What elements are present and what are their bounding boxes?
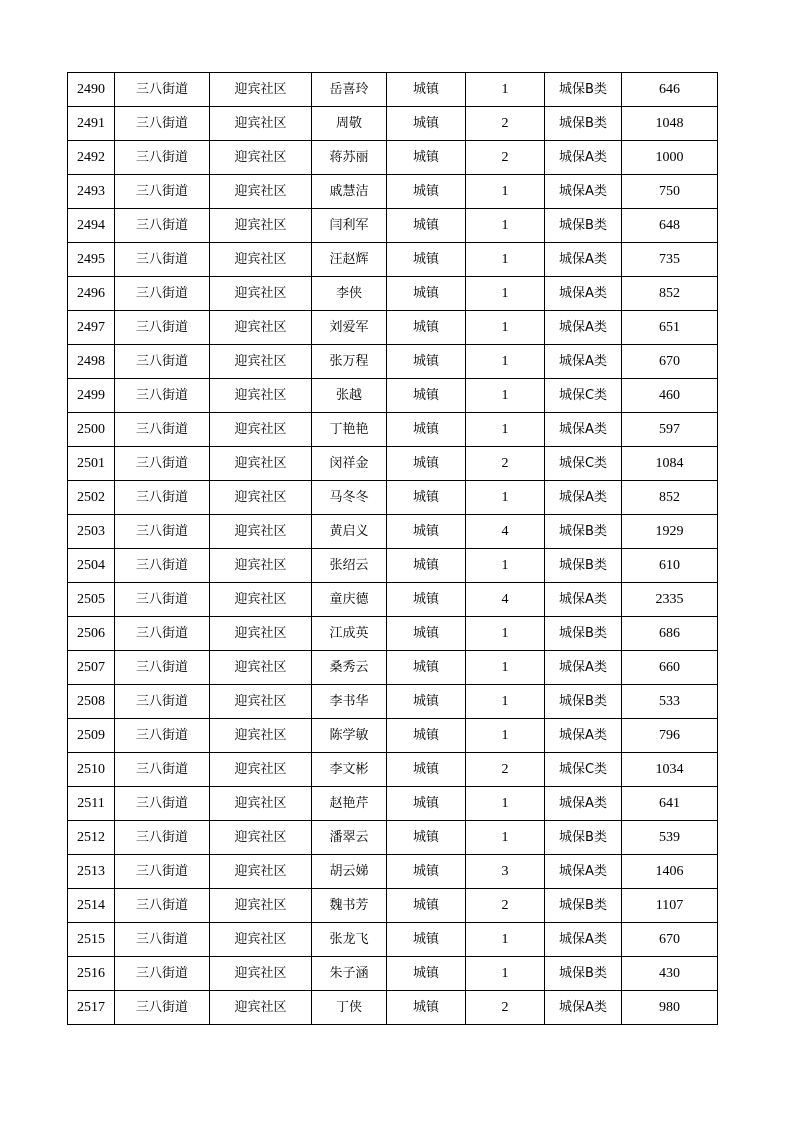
persons-cell: 2 — [466, 889, 545, 923]
name-cell: 江成英 — [312, 617, 387, 651]
category-cell: 城保B类 — [545, 515, 622, 549]
table-row — [68, 957, 718, 991]
category-cell: 城保A类 — [545, 345, 622, 379]
community-cell: 迎宾社区 — [210, 957, 312, 991]
community-cell: 迎宾社区 — [210, 787, 312, 821]
persons-cell: 1 — [466, 345, 545, 379]
street-cell: 三八街道 — [115, 277, 210, 311]
household-type-cell: 城镇 — [387, 311, 466, 345]
record-id-cell: 2516 — [68, 957, 115, 991]
amount-cell: 852 — [622, 277, 718, 311]
persons-cell: 1 — [466, 719, 545, 753]
community-cell: 迎宾社区 — [210, 447, 312, 481]
household-type-cell: 城镇 — [387, 73, 466, 107]
community-cell: 迎宾社区 — [210, 141, 312, 175]
name-cell: 朱子涵 — [312, 957, 387, 991]
persons-cell: 1 — [466, 481, 545, 515]
household-type-cell: 城镇 — [387, 719, 466, 753]
household-type-cell: 城镇 — [387, 107, 466, 141]
amount-cell: 750 — [622, 175, 718, 209]
name-cell: 马冬冬 — [312, 481, 387, 515]
amount-cell: 1000 — [622, 141, 718, 175]
record-id-cell: 2512 — [68, 821, 115, 855]
amount-cell: 533 — [622, 685, 718, 719]
street-cell: 三八街道 — [115, 481, 210, 515]
table-row — [68, 413, 718, 447]
persons-cell: 1 — [466, 957, 545, 991]
name-cell: 丁艳艳 — [312, 413, 387, 447]
name-cell: 蒋苏丽 — [312, 141, 387, 175]
amount-cell: 670 — [622, 923, 718, 957]
category-cell: 城保B类 — [545, 209, 622, 243]
community-cell: 迎宾社区 — [210, 991, 312, 1025]
table-row — [68, 549, 718, 583]
amount-cell: 1406 — [622, 855, 718, 889]
community-cell: 迎宾社区 — [210, 379, 312, 413]
table-row — [68, 753, 718, 787]
category-cell: 城保A类 — [545, 413, 622, 447]
street-cell: 三八街道 — [115, 855, 210, 889]
name-cell: 黄启义 — [312, 515, 387, 549]
record-id-cell: 2507 — [68, 651, 115, 685]
amount-cell: 651 — [622, 311, 718, 345]
persons-cell: 1 — [466, 73, 545, 107]
street-cell: 三八街道 — [115, 243, 210, 277]
street-cell: 三八街道 — [115, 413, 210, 447]
community-cell: 迎宾社区 — [210, 515, 312, 549]
community-cell: 迎宾社区 — [210, 753, 312, 787]
record-id-cell: 2508 — [68, 685, 115, 719]
record-id-cell: 2494 — [68, 209, 115, 243]
table-row — [68, 787, 718, 821]
household-type-cell: 城镇 — [387, 447, 466, 481]
amount-cell: 460 — [622, 379, 718, 413]
persons-cell: 1 — [466, 685, 545, 719]
table-row — [68, 991, 718, 1025]
table-row — [68, 141, 718, 175]
category-cell: 城保A类 — [545, 583, 622, 617]
record-id-cell: 2493 — [68, 175, 115, 209]
persons-cell: 1 — [466, 175, 545, 209]
street-cell: 三八街道 — [115, 583, 210, 617]
table-row — [68, 617, 718, 651]
household-type-cell: 城镇 — [387, 855, 466, 889]
amount-cell: 852 — [622, 481, 718, 515]
street-cell: 三八街道 — [115, 889, 210, 923]
name-cell: 陈学敏 — [312, 719, 387, 753]
community-cell: 迎宾社区 — [210, 73, 312, 107]
table-row — [68, 481, 718, 515]
category-cell: 城保C类 — [545, 447, 622, 481]
record-id-cell: 2495 — [68, 243, 115, 277]
persons-cell: 2 — [466, 753, 545, 787]
street-cell: 三八街道 — [115, 549, 210, 583]
category-cell: 城保A类 — [545, 311, 622, 345]
community-cell: 迎宾社区 — [210, 413, 312, 447]
table-body — [68, 73, 718, 1025]
persons-cell: 1 — [466, 311, 545, 345]
persons-cell: 3 — [466, 855, 545, 889]
persons-cell: 1 — [466, 243, 545, 277]
persons-cell: 1 — [466, 821, 545, 855]
household-type-cell: 城镇 — [387, 243, 466, 277]
category-cell: 城保A类 — [545, 787, 622, 821]
category-cell: 城保B类 — [545, 617, 622, 651]
name-cell: 胡云娣 — [312, 855, 387, 889]
amount-cell: 1107 — [622, 889, 718, 923]
household-type-cell: 城镇 — [387, 141, 466, 175]
household-type-cell: 城镇 — [387, 345, 466, 379]
table-row — [68, 685, 718, 719]
household-type-cell: 城镇 — [387, 481, 466, 515]
household-type-cell: 城镇 — [387, 515, 466, 549]
category-cell: 城保B类 — [545, 821, 622, 855]
persons-cell: 1 — [466, 549, 545, 583]
street-cell: 三八街道 — [115, 787, 210, 821]
amount-cell: 796 — [622, 719, 718, 753]
persons-cell: 1 — [466, 923, 545, 957]
record-id-cell: 2504 — [68, 549, 115, 583]
street-cell: 三八街道 — [115, 753, 210, 787]
street-cell: 三八街道 — [115, 991, 210, 1025]
street-cell: 三八街道 — [115, 651, 210, 685]
table-row — [68, 209, 718, 243]
amount-cell: 660 — [622, 651, 718, 685]
category-cell: 城保C类 — [545, 753, 622, 787]
street-cell: 三八街道 — [115, 311, 210, 345]
category-cell: 城保A类 — [545, 719, 622, 753]
persons-cell: 1 — [466, 209, 545, 243]
street-cell: 三八街道 — [115, 617, 210, 651]
street-cell: 三八街道 — [115, 345, 210, 379]
amount-cell: 1048 — [622, 107, 718, 141]
name-cell: 李书华 — [312, 685, 387, 719]
persons-cell: 1 — [466, 617, 545, 651]
name-cell: 闫利军 — [312, 209, 387, 243]
household-type-cell: 城镇 — [387, 379, 466, 413]
household-type-cell: 城镇 — [387, 413, 466, 447]
category-cell: 城保B类 — [545, 549, 622, 583]
record-id-cell: 2498 — [68, 345, 115, 379]
community-cell: 迎宾社区 — [210, 617, 312, 651]
community-cell: 迎宾社区 — [210, 651, 312, 685]
category-cell: 城保A类 — [545, 991, 622, 1025]
community-cell: 迎宾社区 — [210, 923, 312, 957]
community-cell: 迎宾社区 — [210, 243, 312, 277]
street-cell: 三八街道 — [115, 379, 210, 413]
street-cell: 三八街道 — [115, 73, 210, 107]
persons-cell: 1 — [466, 277, 545, 311]
household-type-cell: 城镇 — [387, 685, 466, 719]
record-id-cell: 2501 — [68, 447, 115, 481]
table-row — [68, 107, 718, 141]
name-cell: 张绍云 — [312, 549, 387, 583]
amount-cell: 641 — [622, 787, 718, 821]
amount-cell: 646 — [622, 73, 718, 107]
name-cell: 周敬 — [312, 107, 387, 141]
name-cell: 岳喜玲 — [312, 73, 387, 107]
amount-cell: 610 — [622, 549, 718, 583]
table-row — [68, 583, 718, 617]
category-cell: 城保A类 — [545, 855, 622, 889]
table-row — [68, 447, 718, 481]
street-cell: 三八街道 — [115, 175, 210, 209]
record-id-cell: 2492 — [68, 141, 115, 175]
name-cell: 丁侠 — [312, 991, 387, 1025]
household-type-cell: 城镇 — [387, 277, 466, 311]
street-cell: 三八街道 — [115, 821, 210, 855]
category-cell: 城保A类 — [545, 141, 622, 175]
category-cell: 城保A类 — [545, 923, 622, 957]
record-id-cell: 2502 — [68, 481, 115, 515]
name-cell: 张万程 — [312, 345, 387, 379]
name-cell: 潘翠云 — [312, 821, 387, 855]
table-row — [68, 821, 718, 855]
community-cell: 迎宾社区 — [210, 855, 312, 889]
category-cell: 城保B类 — [545, 685, 622, 719]
household-type-cell: 城镇 — [387, 651, 466, 685]
persons-cell: 1 — [466, 787, 545, 821]
persons-cell: 1 — [466, 651, 545, 685]
persons-cell: 1 — [466, 413, 545, 447]
household-type-cell: 城镇 — [387, 957, 466, 991]
persons-cell: 2 — [466, 107, 545, 141]
record-id-cell: 2513 — [68, 855, 115, 889]
amount-cell: 686 — [622, 617, 718, 651]
household-type-cell: 城镇 — [387, 821, 466, 855]
household-type-cell: 城镇 — [387, 617, 466, 651]
name-cell: 张龙飞 — [312, 923, 387, 957]
name-cell: 魏书芳 — [312, 889, 387, 923]
amount-cell: 735 — [622, 243, 718, 277]
amount-cell: 539 — [622, 821, 718, 855]
record-id-cell: 2499 — [68, 379, 115, 413]
table-row — [68, 73, 718, 107]
amount-cell: 1929 — [622, 515, 718, 549]
record-id-cell: 2515 — [68, 923, 115, 957]
household-type-cell: 城镇 — [387, 175, 466, 209]
table-row — [68, 379, 718, 413]
amount-cell: 1034 — [622, 753, 718, 787]
street-cell: 三八街道 — [115, 685, 210, 719]
table-row — [68, 889, 718, 923]
street-cell: 三八街道 — [115, 957, 210, 991]
amount-cell: 2335 — [622, 583, 718, 617]
category-cell: 城保B类 — [545, 889, 622, 923]
amount-cell: 670 — [622, 345, 718, 379]
name-cell: 李侠 — [312, 277, 387, 311]
category-cell: 城保C类 — [545, 379, 622, 413]
street-cell: 三八街道 — [115, 923, 210, 957]
table-row — [68, 277, 718, 311]
name-cell: 桑秀云 — [312, 651, 387, 685]
street-cell: 三八街道 — [115, 141, 210, 175]
table-row — [68, 345, 718, 379]
community-cell: 迎宾社区 — [210, 821, 312, 855]
record-id-cell: 2497 — [68, 311, 115, 345]
community-cell: 迎宾社区 — [210, 209, 312, 243]
street-cell: 三八街道 — [115, 719, 210, 753]
community-cell: 迎宾社区 — [210, 345, 312, 379]
street-cell: 三八街道 — [115, 209, 210, 243]
record-id-cell: 2505 — [68, 583, 115, 617]
table-row — [68, 719, 718, 753]
community-cell: 迎宾社区 — [210, 481, 312, 515]
household-type-cell: 城镇 — [387, 549, 466, 583]
record-id-cell: 2503 — [68, 515, 115, 549]
name-cell: 张越 — [312, 379, 387, 413]
community-cell: 迎宾社区 — [210, 549, 312, 583]
household-type-cell: 城镇 — [387, 787, 466, 821]
street-cell: 三八街道 — [115, 107, 210, 141]
name-cell: 刘爱军 — [312, 311, 387, 345]
table-row — [68, 311, 718, 345]
amount-cell: 597 — [622, 413, 718, 447]
name-cell: 赵艳芹 — [312, 787, 387, 821]
amount-cell: 648 — [622, 209, 718, 243]
amount-cell: 1084 — [622, 447, 718, 481]
record-id-cell: 2500 — [68, 413, 115, 447]
table-row — [68, 175, 718, 209]
category-cell: 城保B类 — [545, 107, 622, 141]
record-id-cell: 2496 — [68, 277, 115, 311]
name-cell: 童庆德 — [312, 583, 387, 617]
household-type-cell: 城镇 — [387, 753, 466, 787]
category-cell: 城保B类 — [545, 957, 622, 991]
persons-cell: 2 — [466, 991, 545, 1025]
persons-cell: 4 — [466, 583, 545, 617]
record-id-cell: 2514 — [68, 889, 115, 923]
record-id-cell: 2506 — [68, 617, 115, 651]
category-cell: 城保A类 — [545, 651, 622, 685]
street-cell: 三八街道 — [115, 515, 210, 549]
household-type-cell: 城镇 — [387, 991, 466, 1025]
table-row — [68, 515, 718, 549]
persons-cell: 2 — [466, 447, 545, 481]
community-cell: 迎宾社区 — [210, 107, 312, 141]
household-type-cell: 城镇 — [387, 923, 466, 957]
community-cell: 迎宾社区 — [210, 583, 312, 617]
community-cell: 迎宾社区 — [210, 311, 312, 345]
record-id-cell: 2491 — [68, 107, 115, 141]
name-cell: 汪赵辉 — [312, 243, 387, 277]
table-row — [68, 923, 718, 957]
persons-cell: 2 — [466, 141, 545, 175]
name-cell: 闵祥金 — [312, 447, 387, 481]
category-cell: 城保A类 — [545, 243, 622, 277]
table-row — [68, 855, 718, 889]
street-cell: 三八街道 — [115, 447, 210, 481]
amount-cell: 430 — [622, 957, 718, 991]
category-cell: 城保A类 — [545, 175, 622, 209]
community-cell: 迎宾社区 — [210, 685, 312, 719]
record-id-cell: 2509 — [68, 719, 115, 753]
record-id-cell: 2490 — [68, 73, 115, 107]
community-cell: 迎宾社区 — [210, 277, 312, 311]
community-cell: 迎宾社区 — [210, 719, 312, 753]
persons-cell: 1 — [466, 379, 545, 413]
household-type-cell: 城镇 — [387, 583, 466, 617]
record-id-cell: 2511 — [68, 787, 115, 821]
household-type-cell: 城镇 — [387, 209, 466, 243]
amount-cell: 980 — [622, 991, 718, 1025]
category-cell: 城保B类 — [545, 73, 622, 107]
table-row — [68, 651, 718, 685]
name-cell: 李文彬 — [312, 753, 387, 787]
community-cell: 迎宾社区 — [210, 889, 312, 923]
category-cell: 城保A类 — [545, 481, 622, 515]
table-row — [68, 243, 718, 277]
household-type-cell: 城镇 — [387, 889, 466, 923]
community-cell: 迎宾社区 — [210, 175, 312, 209]
name-cell: 戚慧洁 — [312, 175, 387, 209]
category-cell: 城保A类 — [545, 277, 622, 311]
record-id-cell: 2517 — [68, 991, 115, 1025]
persons-cell: 4 — [466, 515, 545, 549]
data-table — [67, 72, 718, 1025]
record-id-cell: 2510 — [68, 753, 115, 787]
